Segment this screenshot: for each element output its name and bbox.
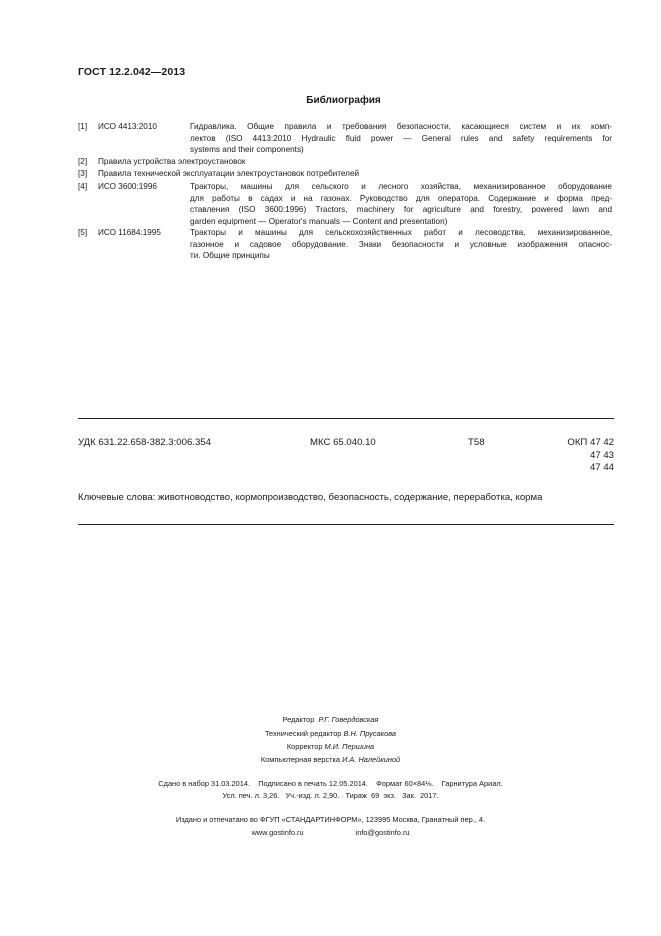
entry-number: [1] [78, 122, 88, 131]
entry-line: garden equipment — Operator's manuals — Content and presentation) [190, 217, 448, 227]
imprint-volume: Усл. печ. л. 3,26. Уч.-изд. л. 2,90. Тираж 69 экз. Зак. 2017. [222, 791, 439, 800]
imprint-print-details: Сдано в набор 31.03.2014. Подписано в печать 12.05.2014. Формат 60×84⅛. Гарнитура Ариал. [158, 779, 503, 788]
entry-line: газонное и садовое оборудование. Знаки безопасности и условные изображения опаснос- [190, 239, 612, 249]
udk-code: УДК 631.22.658-382.3:006.354 [78, 437, 211, 448]
imprint-publisher: Издано и отпечатано во ФГУП «СТАНДАРТИНФОРМ», 123995 Москва, Гранатный пер., 4. [175, 815, 486, 824]
imprint-layout: Компьютерная верстка И.А. Налейкиной [260, 755, 401, 764]
okp-codes [540, 437, 614, 475]
entry-text [190, 227, 612, 262]
email-link[interactable]: info@gostinfo.ru [355, 828, 410, 837]
standard-header: ГОСТ 12.2.042—2013 [78, 66, 186, 78]
entry-line: ти. Общие принципы [190, 251, 270, 261]
bibliography-entry [78, 121, 612, 157]
entry-line: для работы в садах и на газонах. Руководство для оператора. Содержание и форма пред- [190, 193, 612, 203]
imprint-tech-editor: Технический редактор В.Н. Прусакова [264, 729, 397, 738]
t-code: Т58 [468, 437, 485, 448]
bibliography-entry [78, 227, 612, 263]
okp-code: ОКП 47 42 [567, 437, 614, 448]
entry-text: Правила технической эксплуатации электроустановок потребителей [98, 169, 360, 178]
okp-code: 47 43 [589, 449, 614, 461]
okp-code: 47 44 [589, 462, 614, 473]
website-link[interactable]: www.gostinfo.ru [251, 828, 304, 837]
entry-source: ИСО 4413:2010 [98, 122, 157, 131]
entry-line: Тракторы и машины для сельскохозяйственных работ и лесоводства, механизированное, [190, 228, 612, 237]
imprint-contacts [0, 826, 661, 840]
keywords: Ключевые слова: животноводство, кормопроизводство, безопасность, содержание, переработка, корма [78, 492, 543, 503]
entry-number: [4] [78, 182, 88, 191]
entry-text: Правила устройства электроустановок [98, 157, 246, 166]
entry-line: systems and their components) [190, 145, 304, 155]
bibliography-entry [78, 181, 612, 229]
divider-bottom [78, 524, 614, 525]
entry-line: ставления (ISO 3600:1996) Tractors, machinery for agriculture and forestry, powered lawn and [190, 205, 612, 215]
divider-top [78, 418, 614, 419]
entry-number: [5] [78, 228, 88, 237]
entry-text [190, 181, 612, 228]
entry-source: ИСО 11684:1995 [98, 228, 161, 237]
entry-number: [3] [78, 169, 88, 178]
entry-number: [2] [78, 157, 88, 166]
bibliography-entry [78, 156, 612, 168]
entry-line: Гидравлика. Общие правила и требования безопасности, касающиеся систем и их комп- [190, 122, 612, 131]
imprint-corrector: Корректор М.И. Першина [286, 742, 375, 751]
entry-text [190, 121, 612, 156]
bibliography-entry [78, 168, 612, 180]
entry-line: Тракторы, машины для сельского и лесного хозяйства, механизированное оборудование [190, 182, 612, 191]
bibliography-title: Библиография [306, 95, 381, 106]
mks-code: МКС 65.040.10 [310, 437, 376, 448]
entry-source: ИСО 3600:1996 [98, 182, 157, 191]
entry-line: лектов (ISO 4413:2010 Hydraulic fluid power — General rules and safety requirements for [190, 133, 612, 143]
imprint-editor: Редактор Р.Г. Говердовская [282, 715, 379, 724]
